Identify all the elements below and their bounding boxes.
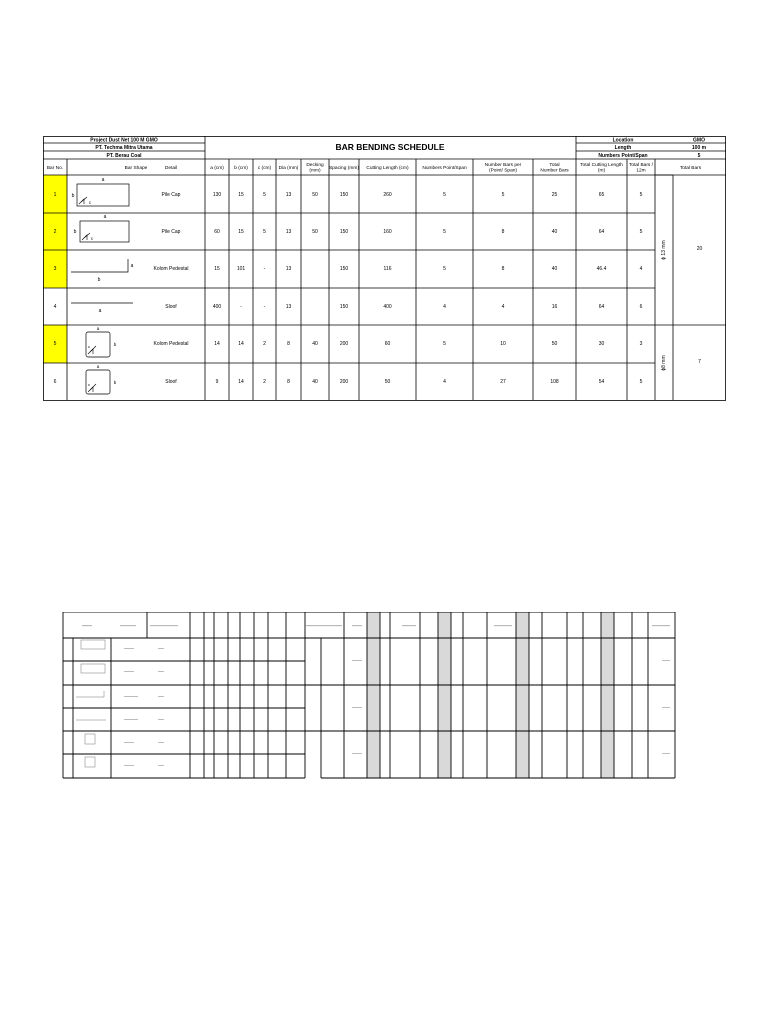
spacing-value: 150	[339, 192, 349, 198]
detail: Kolom Pedestal	[153, 266, 189, 272]
bars-per-point: 8	[501, 266, 505, 272]
reduced-schedule-sheet	[62, 612, 678, 780]
bar-no: 1	[53, 192, 57, 198]
company-name-2: PT. Berau Coal	[106, 153, 142, 159]
total-cutting-length: 46.4	[596, 266, 607, 272]
a-value: 60	[214, 229, 220, 235]
svg-text:c: c	[88, 200, 92, 205]
dia-group-13mm-label: ɸ 13 mm	[661, 240, 667, 260]
company-name-1: PT. Techma Mitra Utama	[95, 145, 153, 151]
points-span-label: Numbers Point/Span	[598, 153, 648, 159]
detail: Sloof	[165, 379, 177, 385]
col-bar-no: Bar No.	[46, 166, 64, 171]
svg-text:a: a	[130, 263, 134, 269]
bar-shape-l-bend-icon	[71, 259, 134, 283]
col-dia: Dia (mm)	[278, 166, 299, 171]
bars-per-point: 4	[501, 304, 505, 310]
cutting-length: 50	[384, 379, 391, 385]
table-row	[54, 229, 643, 235]
a-value: 400	[212, 304, 222, 310]
svg-text:b: b	[73, 229, 77, 235]
total-bars: 108	[550, 379, 559, 385]
decking-value: 50	[312, 229, 318, 235]
spacing-value: 150	[339, 304, 349, 310]
decking-value: 50	[312, 192, 318, 198]
cutting-length: 260	[383, 192, 392, 198]
total-cutting-length: 30	[598, 341, 605, 347]
c-value: 2	[263, 379, 266, 385]
svg-text:a: a	[98, 308, 102, 314]
svg-text:c: c	[88, 344, 90, 349]
mini-shape-glyphs	[76, 640, 106, 767]
bar-no: 4	[53, 304, 57, 310]
detail: Kolom Pedestal	[153, 341, 189, 347]
detail: Sloof	[165, 304, 177, 310]
a-value: 14	[214, 341, 220, 347]
schedule-title: BAR BENDING SCHEDULE	[335, 142, 445, 152]
total-bars: 50	[551, 341, 558, 347]
bars-per-12m: 4	[639, 266, 643, 272]
numbers-point: 4	[443, 379, 446, 385]
c-value: 5	[263, 229, 266, 235]
cutting-length: 60	[384, 341, 391, 347]
bar-shape-straight-icon	[71, 303, 133, 314]
svg-text:c: c	[88, 382, 90, 387]
cutting-length: 400	[383, 304, 392, 310]
dia-value: 13	[285, 304, 292, 310]
a-value: 9	[215, 379, 219, 385]
total-cutting-length: 64	[598, 304, 605, 310]
detail: Pile Cap	[161, 192, 181, 198]
table-row	[54, 266, 643, 272]
a-value: 130	[212, 192, 222, 198]
location-value: GMO	[693, 137, 705, 144]
b-value: 14	[238, 379, 244, 385]
numbers-point: 5	[443, 266, 446, 272]
table-row	[54, 341, 643, 347]
project-name: Project Dust Net 100 M GMO	[90, 137, 158, 144]
col-total-cutting-2: (m)	[597, 168, 606, 174]
dia-value: 13	[285, 266, 292, 272]
shaded-columns	[367, 612, 614, 778]
dia-value: 13	[285, 192, 292, 198]
svg-text:b: b	[113, 342, 117, 347]
b-value: 14	[238, 341, 244, 347]
spacing-value: 200	[339, 379, 349, 385]
bars-per-12m: 5	[639, 192, 643, 198]
spacing-value: 150	[339, 266, 349, 272]
bar-shape-square-stirrup-icon	[86, 364, 117, 394]
length-value: 100 m	[691, 145, 707, 151]
bar-no: 3	[53, 266, 57, 272]
decking-value: 40	[312, 379, 318, 385]
svg-text:b: b	[97, 277, 101, 283]
grand-total-13mm: 20	[696, 246, 703, 252]
grand-total-8mm: 7	[698, 359, 701, 365]
detail: Pile Cap	[161, 229, 181, 235]
c-value: 5	[263, 192, 266, 198]
bar-shape-stirrup-icon	[72, 177, 129, 206]
total-bars: 16	[551, 304, 558, 310]
total-cutting-length: 64	[598, 229, 605, 235]
col-spacing: Spacing (mm)	[329, 166, 359, 171]
bars-per-point: 5	[501, 192, 505, 198]
location-label: Location	[612, 137, 634, 144]
b-value: 101	[236, 266, 246, 272]
col-bars-per-12m-1: Total Bars /	[629, 163, 653, 168]
numbers-point: 5	[443, 229, 446, 235]
dia-value: 8	[287, 379, 290, 385]
col-c: c (cm)	[257, 166, 272, 171]
svg-text:b: b	[71, 193, 75, 199]
bars-per-12m: 6	[639, 304, 643, 310]
svg-text:a: a	[96, 326, 100, 331]
bars-per-12m: 5	[639, 379, 643, 385]
b-value: -	[240, 304, 242, 310]
length-label: Length	[614, 145, 632, 151]
col-bars-per-12m-2: 12m	[636, 168, 646, 174]
numbers-point: 5	[443, 192, 446, 198]
numbers-point: 4	[443, 304, 446, 310]
total-bars: 25	[551, 192, 558, 198]
col-total-bars-1: Total	[549, 163, 560, 168]
bars-per-12m: 5	[639, 229, 643, 235]
numbers-point: 5	[443, 341, 446, 347]
c-value: -	[263, 304, 266, 310]
col-a: a (cm)	[210, 166, 224, 171]
bar-bending-schedule-table	[43, 136, 726, 401]
c-value: -	[263, 266, 266, 272]
bars-per-12m: 3	[639, 341, 643, 347]
dia-group-8mm-label: ɸ8 mm	[661, 355, 667, 371]
svg-text:c: c	[90, 236, 94, 241]
decking-value: 40	[312, 341, 318, 347]
bar-no: 6	[53, 379, 57, 385]
bar-no: 5	[53, 341, 57, 347]
svg-text:a: a	[101, 177, 105, 183]
b-value: 15	[238, 192, 244, 198]
table-row	[54, 304, 643, 310]
svg-text:a: a	[103, 214, 107, 220]
svg-text:b: b	[113, 380, 117, 385]
col-bars-per-point-2: (Point/ Span)	[489, 168, 517, 174]
col-decking-2: (mm)	[309, 168, 321, 174]
col-detail: Detail	[164, 166, 178, 171]
b-value: 15	[238, 229, 244, 235]
col-cutting-length: Cutting Length (cm)	[366, 166, 409, 171]
bar-shape-stirrup-icon	[74, 214, 129, 242]
bars-per-point: 27	[500, 379, 506, 385]
total-bars: 40	[551, 229, 558, 235]
cutting-length: 160	[383, 229, 392, 235]
dia-value: 13	[285, 229, 292, 235]
col-b: b (cm)	[234, 166, 248, 171]
a-value: 15	[214, 266, 220, 272]
spacing-value: 200	[339, 341, 349, 347]
bars-per-point: 8	[501, 229, 505, 235]
bar-shape-square-stirrup-icon	[86, 326, 117, 357]
col-total-cutting-1: Total Cutting Length	[580, 163, 623, 168]
total-cutting-length: 54	[598, 379, 605, 385]
svg-text:a: a	[96, 364, 100, 369]
total-bars: 40	[551, 266, 558, 272]
table-row	[54, 379, 643, 385]
bars-per-point: 10	[500, 341, 506, 347]
spacing-value: 150	[339, 229, 349, 235]
total-cutting-length: 65	[598, 192, 605, 198]
table-row	[54, 192, 643, 198]
col-numbers-point: Numbers Point/Span	[422, 166, 467, 171]
col-bars-per-point-1: Number Bars per	[484, 163, 522, 168]
dia-value: 8	[287, 341, 290, 347]
col-grand-total-bars: Total Bars	[679, 166, 702, 171]
bar-no: 2	[53, 229, 57, 235]
c-value: 2	[263, 341, 266, 347]
col-decking-1: Decking	[306, 163, 324, 168]
cutting-length: 116	[383, 266, 392, 272]
col-total-bars-2: Number Bars	[540, 168, 569, 174]
col-bar-shape: Bar Shape	[124, 166, 148, 171]
points-span-value: 5	[697, 153, 701, 159]
